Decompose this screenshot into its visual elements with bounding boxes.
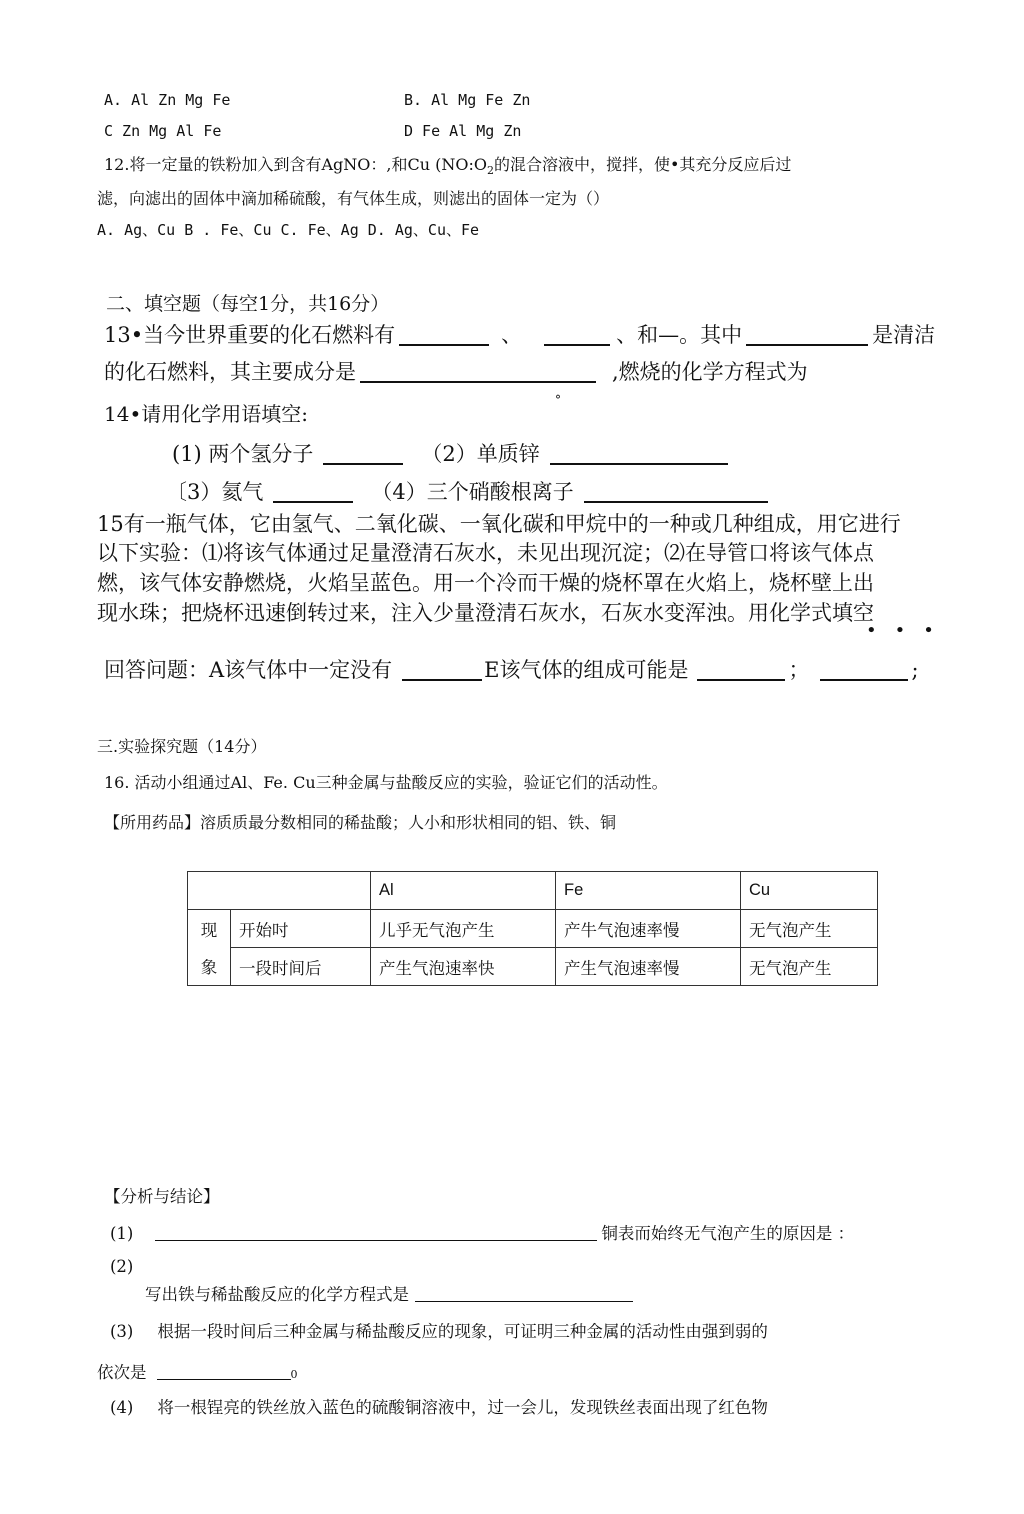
question-15-line4: 现水珠；把烧杯迅速倒转过来，注入少量澄清石灰水，石灰水变浑浊。用化学式填空 xyxy=(97,601,874,625)
row-group-label: 现 xyxy=(188,910,231,948)
answer-blank[interactable] xyxy=(746,324,868,346)
analysis-item-1: (1) 铜表而始终无气泡产生的原因是 ： xyxy=(110,1224,855,1243)
table-header-cell: Cu xyxy=(741,872,878,910)
analysis-title: 【分析与结论】 xyxy=(104,1187,220,1206)
question-12-line2: 滤，向滤出的固体中滴加稀硫酸，有气体生成，则滤出的固体一定为（） xyxy=(97,189,610,208)
answer-blank[interactable] xyxy=(415,1285,633,1302)
question-14-row1: (1) 两个氢分子 （2）单质锌 xyxy=(172,438,728,468)
question-15-answer: 回答问题：A该气体中一定没有 E该气体的组成可能是 ； ; xyxy=(104,658,919,682)
table-cell: 儿乎无气泡产生 xyxy=(371,910,556,948)
table-cell: 无气泡产生 xyxy=(741,948,878,986)
option-b: B. Al Mg Fe Zn xyxy=(404,91,531,109)
answer-blank[interactable] xyxy=(550,443,728,465)
experiment-table xyxy=(187,871,878,986)
option-c: C Zn Mg Al Fe xyxy=(104,122,222,140)
row-label: 开始吋 xyxy=(231,910,371,948)
row-label: 一段时间后 xyxy=(231,948,371,986)
question-13-line1: 13•当今世界重要的化石燃料有 、 、和—。其中 是清洁 xyxy=(104,323,936,347)
table-header-row xyxy=(188,872,878,910)
question-15-line1: 15有一瓶气体，它由氢气、二氧化碳、一氧化碳和甲烷中的一种或几种组成，用它进行 xyxy=(97,512,901,536)
stray-mark: ° xyxy=(555,393,561,407)
answer-blank[interactable] xyxy=(402,659,482,681)
analysis-item-3: (3) 根据一段时间后三种金属与稀盐酸反应的现象，可证明三种金属的活动性由强到弱的 xyxy=(110,1322,768,1341)
answer-blank[interactable] xyxy=(584,481,768,503)
question-14-title: 14•请用化学用语填空: xyxy=(104,402,308,426)
table-cell: 产生气泡速率快 xyxy=(371,948,556,986)
question-15-line2: 以下实验：⑴将该气体通过足量澄清石灰水，未见出现沉淀；⑵在导管口将该气体点 xyxy=(97,541,874,565)
question-12-options: A. Ag、Cu B . Fe、Cu C. Fe、Ag D. Ag、Cu、Fe xyxy=(97,221,480,239)
option-d: D Fe Al Mg Zn xyxy=(404,122,522,140)
table-header-cell: Al xyxy=(371,872,556,910)
table-cell: 产牛气泡速率慢 xyxy=(556,910,741,948)
analysis-item-3-cont: 依次是 0 xyxy=(97,1363,298,1382)
analysis-item-4: (4) 将一根锃亮的铁丝放入蓝色的硫酸铜溶液中，过一会儿，发现铁丝表面出现了红色物 xyxy=(110,1398,768,1417)
question-15-line3: 燃，该气体安静燃烧，火焰呈蓝色。用一个冷而干燥的烧杯罩在火焰上，烧杯壁上出 xyxy=(97,571,874,595)
answer-blank[interactable] xyxy=(399,324,489,346)
answer-blank[interactable] xyxy=(820,659,908,681)
table-header-cell: Fe xyxy=(556,872,741,910)
analysis-item-2-num: (2) xyxy=(110,1257,134,1276)
answer-blank[interactable] xyxy=(323,443,403,465)
question-16-intro: 16. 活动小组通过Al、Fe. Cu三种金属与盐酸反应的实验，验证它们的活动性。 xyxy=(104,773,668,792)
answer-blank[interactable] xyxy=(697,659,785,681)
table-row xyxy=(188,948,878,986)
section-3-title: 三.实验探究题（14分） xyxy=(97,737,267,756)
table-corner-cell xyxy=(188,872,371,910)
emphasis-dots: ••• xyxy=(866,620,952,641)
table-cell: 产生气泡速率慢 xyxy=(556,948,741,986)
option-a: A. Al Zn Mg Fe xyxy=(104,91,231,109)
question-14-row2: 〔3）氦气 （4）三个硝酸根离子 xyxy=(166,476,768,506)
table-row xyxy=(188,910,878,948)
table-cell: 无气泡产生 xyxy=(741,910,878,948)
answer-blank[interactable] xyxy=(273,481,353,503)
answer-blank[interactable] xyxy=(360,361,596,383)
answer-blank[interactable] xyxy=(544,324,610,346)
row-group-label: 象 xyxy=(188,948,231,986)
section-2-title: 二、填空题（每空1分，共16分） xyxy=(106,293,390,315)
question-13-line2: 的化石燃料，其主要成分是 ,燃烧的化学方程式为 xyxy=(104,360,808,384)
question-16-reagents: 【所用药品】溶质质最分数相同的稀盐酸；人小和形状相同的铝、铁、铜 xyxy=(104,813,617,832)
answer-blank[interactable] xyxy=(155,1224,597,1241)
question-12-line1: 12.将一定量的铁粉加入到含有AgNO：,和Cu ($NO:O_2$的混合溶液中，搅拌，使•其充分反应后过 xyxy=(104,155,792,178)
answer-blank[interactable] xyxy=(157,1363,291,1380)
analysis-item-2: 写出铁与稀盐酸反应的化学方程式是 xyxy=(145,1281,633,1305)
